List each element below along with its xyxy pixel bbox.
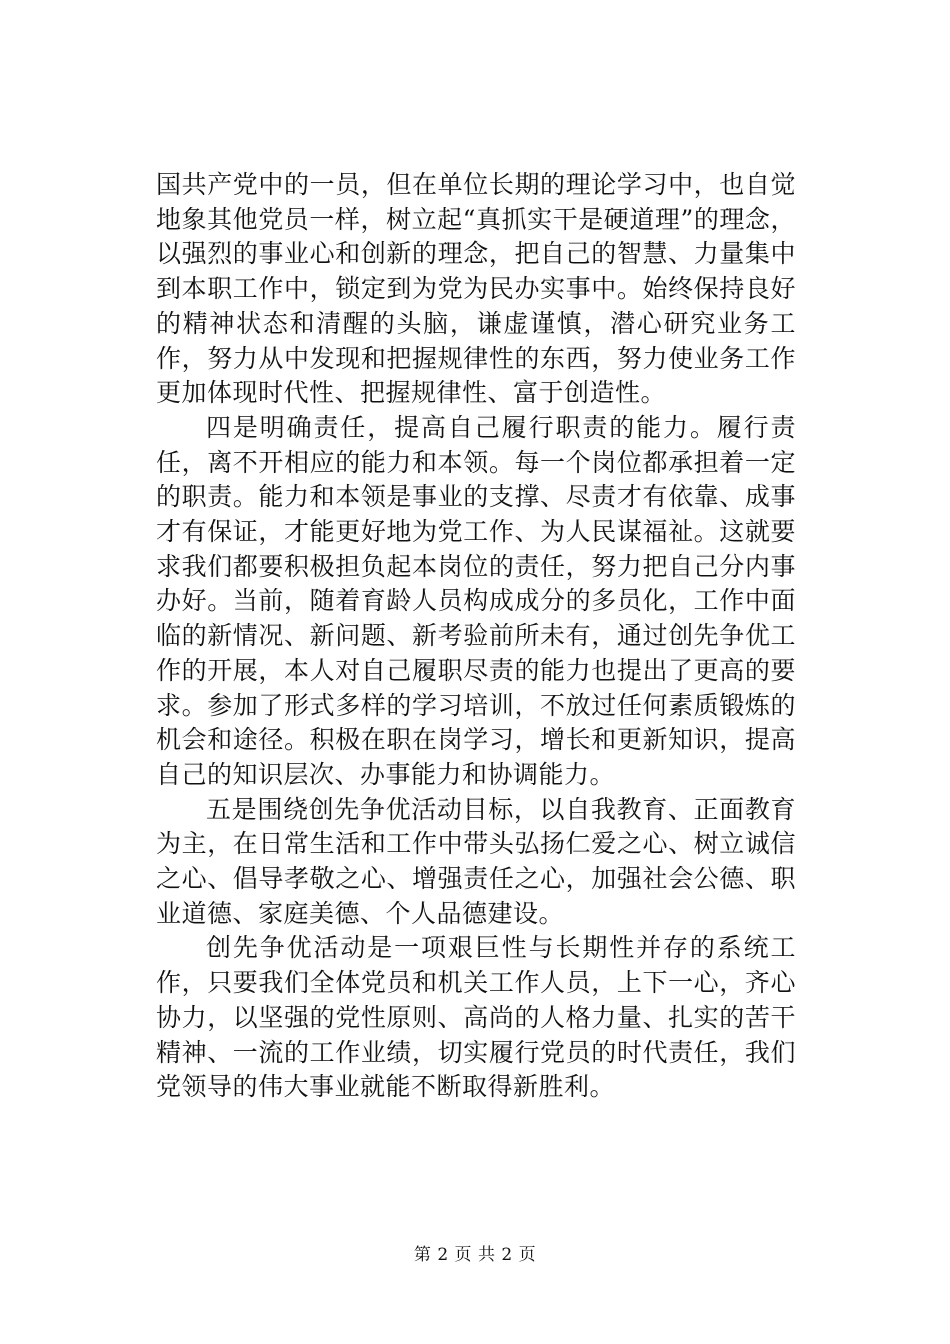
paragraph-conclusion: 创先争优活动是一项艰巨性与长期性并存的系统工作，只要我们全体党员和机关工作人员，上下一心，齐心协力，以坚强的党性原则、高尚的人格力量、扎实的苦干精神、一流的工作业绩，切实履行党员的时代责任，我们党领导的伟大事业就能不断取得新胜利。	[156, 933, 796, 1102]
document-body	[156, 168, 796, 1105]
page-number-footer: 第 2 页 共 2 页	[413, 1245, 537, 1265]
paragraph-point-four: 四是明确责任，提高自己履行职责的能力。履行责任，离不开相应的能力和本领。每一个岗位都承担着一定的职责。能力和本领是事业的支撑、尽责才有依靠、成事才有保证，才能更好地为党工作、为人民谋福祉。这就要求我们都要积极担负起本岗位的责任，努力把自己分内事办好。当前，随着育龄人员构成成分的多员化，工作中面临的新情况、新问题、新考验前所未有，通过创先争优工作的开展，本人对自己履职尽责的能力也提出了更高的要求。参加了形式多样的学习培训，不放过任何素质锻炼的机会和途径。积极在职在岗学习，增长和更新知识，提高自己的知识层次、办事能力和协调能力。	[156, 412, 796, 789]
paragraph-continuation: 国共产党中的一员，但在单位长期的理论学习中，也自觉地象其他党员一样，树立起“真抓实干是硬道理”的理念，以强烈的事业心和创新的理念，把自己的智慧、力量集中到本职工作中，锁定到为党为民办实事中。始终保持良好的精神状态和清醒的头脑，谦虚谨慎，潜心研究业务工作，努力从中发现和把握规律性的东西，努力使业务工作更加体现时代性、把握规律性、富于创造性。	[156, 170, 796, 408]
paragraph-point-five: 五是围绕创先争优活动目标，以自我教育、正面教育为主，在日常生活和工作中带头弘扬仁爱之心、树立诚信之心、倡导孝敬之心、增强责任之心，加强社会公德、职业道德、家庭美德、个人品德建设。	[156, 794, 796, 928]
